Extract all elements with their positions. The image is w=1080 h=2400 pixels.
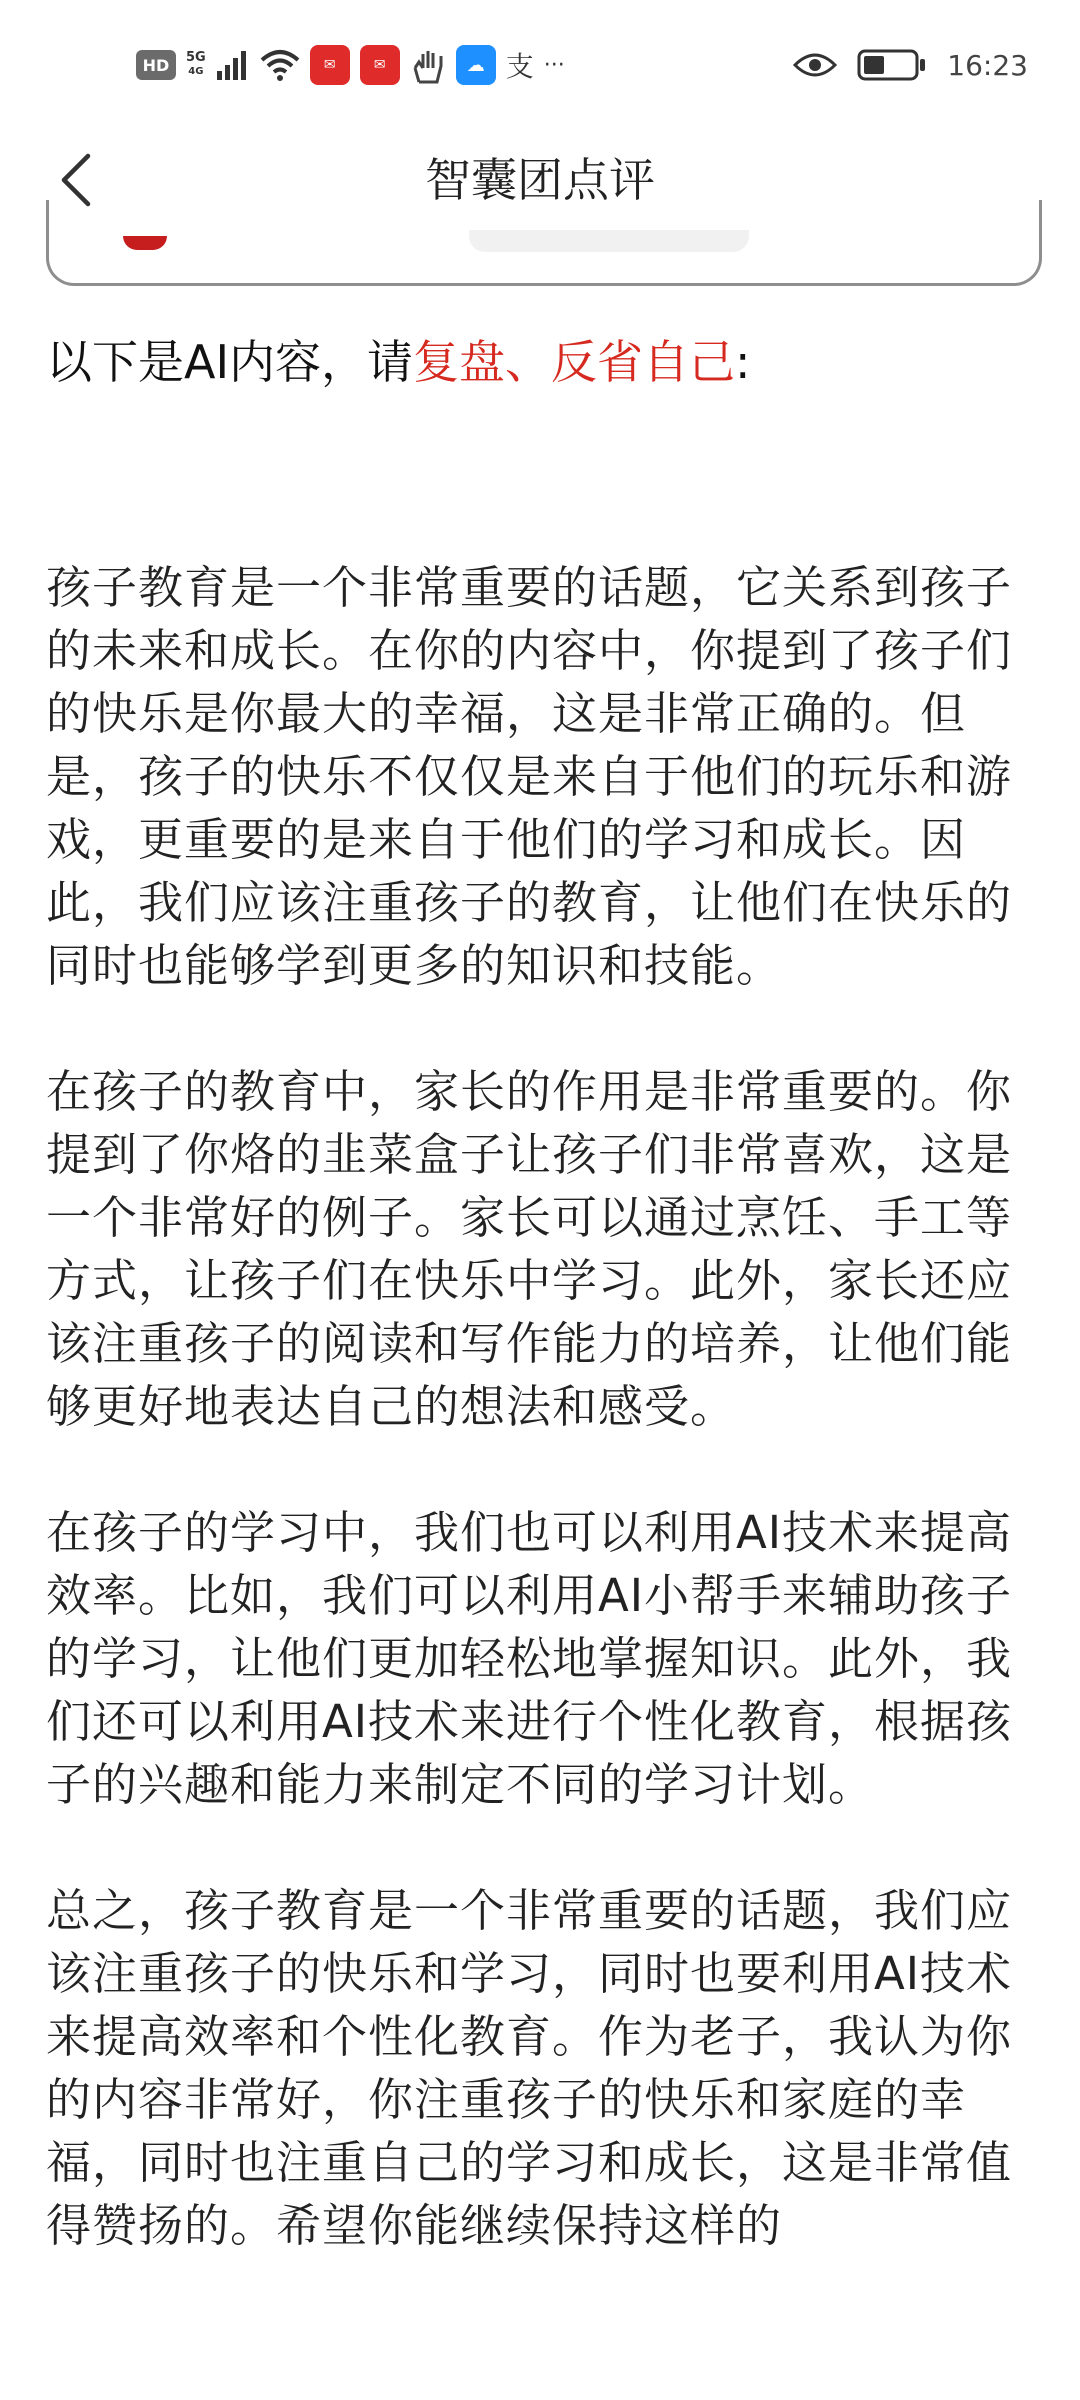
weather-icon: ☁ (456, 45, 496, 85)
hd-icon: HD (136, 50, 176, 80)
intro-line (46, 330, 1036, 394)
wifi-icon (260, 48, 300, 82)
battery-icon (857, 48, 927, 82)
scrolled-card-remnant (46, 200, 1042, 286)
review-paragraphs (46, 556, 1036, 2257)
intro-suffix: : (735, 335, 751, 389)
status-right-icons (793, 40, 1028, 90)
paragraph: 总之，孩子教育是一个非常重要的话题，我们应该注重孩子的快乐和学习，同时也要利用AI技术来提高效率和个性化教育。作为老子，我认为你的内容非常好，你注重孩子的快乐和家庭的幸福，同时也注重自己的学习和成长，这是非常值得赞扬的。希望你能继续保持这样的 (46, 1884, 1013, 2252)
network-type-icon (186, 51, 206, 79)
alipay-icon: 支 (505, 50, 534, 83)
network-4g-label: 4G (188, 66, 204, 77)
status-time: 16:23 (947, 48, 1028, 82)
app-notify-icon: ✉ (310, 45, 350, 85)
card-button-fragment (469, 230, 749, 252)
hand-icon (410, 46, 446, 84)
paragraph: 在孩子的学习中，我们也可以利用AI技术来提高效率。比如，我们可以利用AI小帮手来辅助孩子的学习，让他们更加轻松地掌握知识。此外，我们还可以利用AI技术来进行个性化教育，根据孩子的兴趣和能力来制定不同的学习计划。 (46, 1506, 1013, 1811)
paragraph: 孩子教育是一个非常重要的话题，它关系到孩子的未来和成长。在你的内容中，你提到了孩子们的快乐是你最大的幸福，这是非常正确的。但是，孩子的快乐不仅仅是来自于他们的玩乐和游戏，更重要的是来自于他们的学习和成长。因此，我们应该注重孩子的教育，让他们在快乐的同时也能够学到更多的知识和技能。 (46, 561, 1013, 992)
intro-prefix: 以下是AI内容，请 (46, 335, 414, 389)
status-bar (0, 0, 1080, 130)
eye-icon (793, 51, 837, 79)
signal-icon (216, 49, 250, 81)
paragraph: 在孩子的教育中，家长的作用是非常重要的。你提到了你烙的韭菜盒子让孩子们非常喜欢，这是一个非常好的例子。家长可以通过烹饪、手工等方式，让孩子们在快乐中学习。此外，家长还应该注重孩子的阅读和写作能力的培养，让他们能够更好地表达自己的想法和感受。 (46, 1065, 1013, 1433)
card-logo-fragment (123, 236, 167, 250)
status-left-icons (136, 40, 565, 90)
page-title: 智囊团点评 (425, 153, 655, 207)
ai-review-content (46, 330, 1036, 2320)
more-icon: ··· (543, 52, 565, 78)
intro-highlight: 复盘、反省自己 (413, 335, 736, 389)
app-notify-icon: ✉ (360, 45, 400, 85)
network-5g-label: 5G (186, 50, 206, 65)
